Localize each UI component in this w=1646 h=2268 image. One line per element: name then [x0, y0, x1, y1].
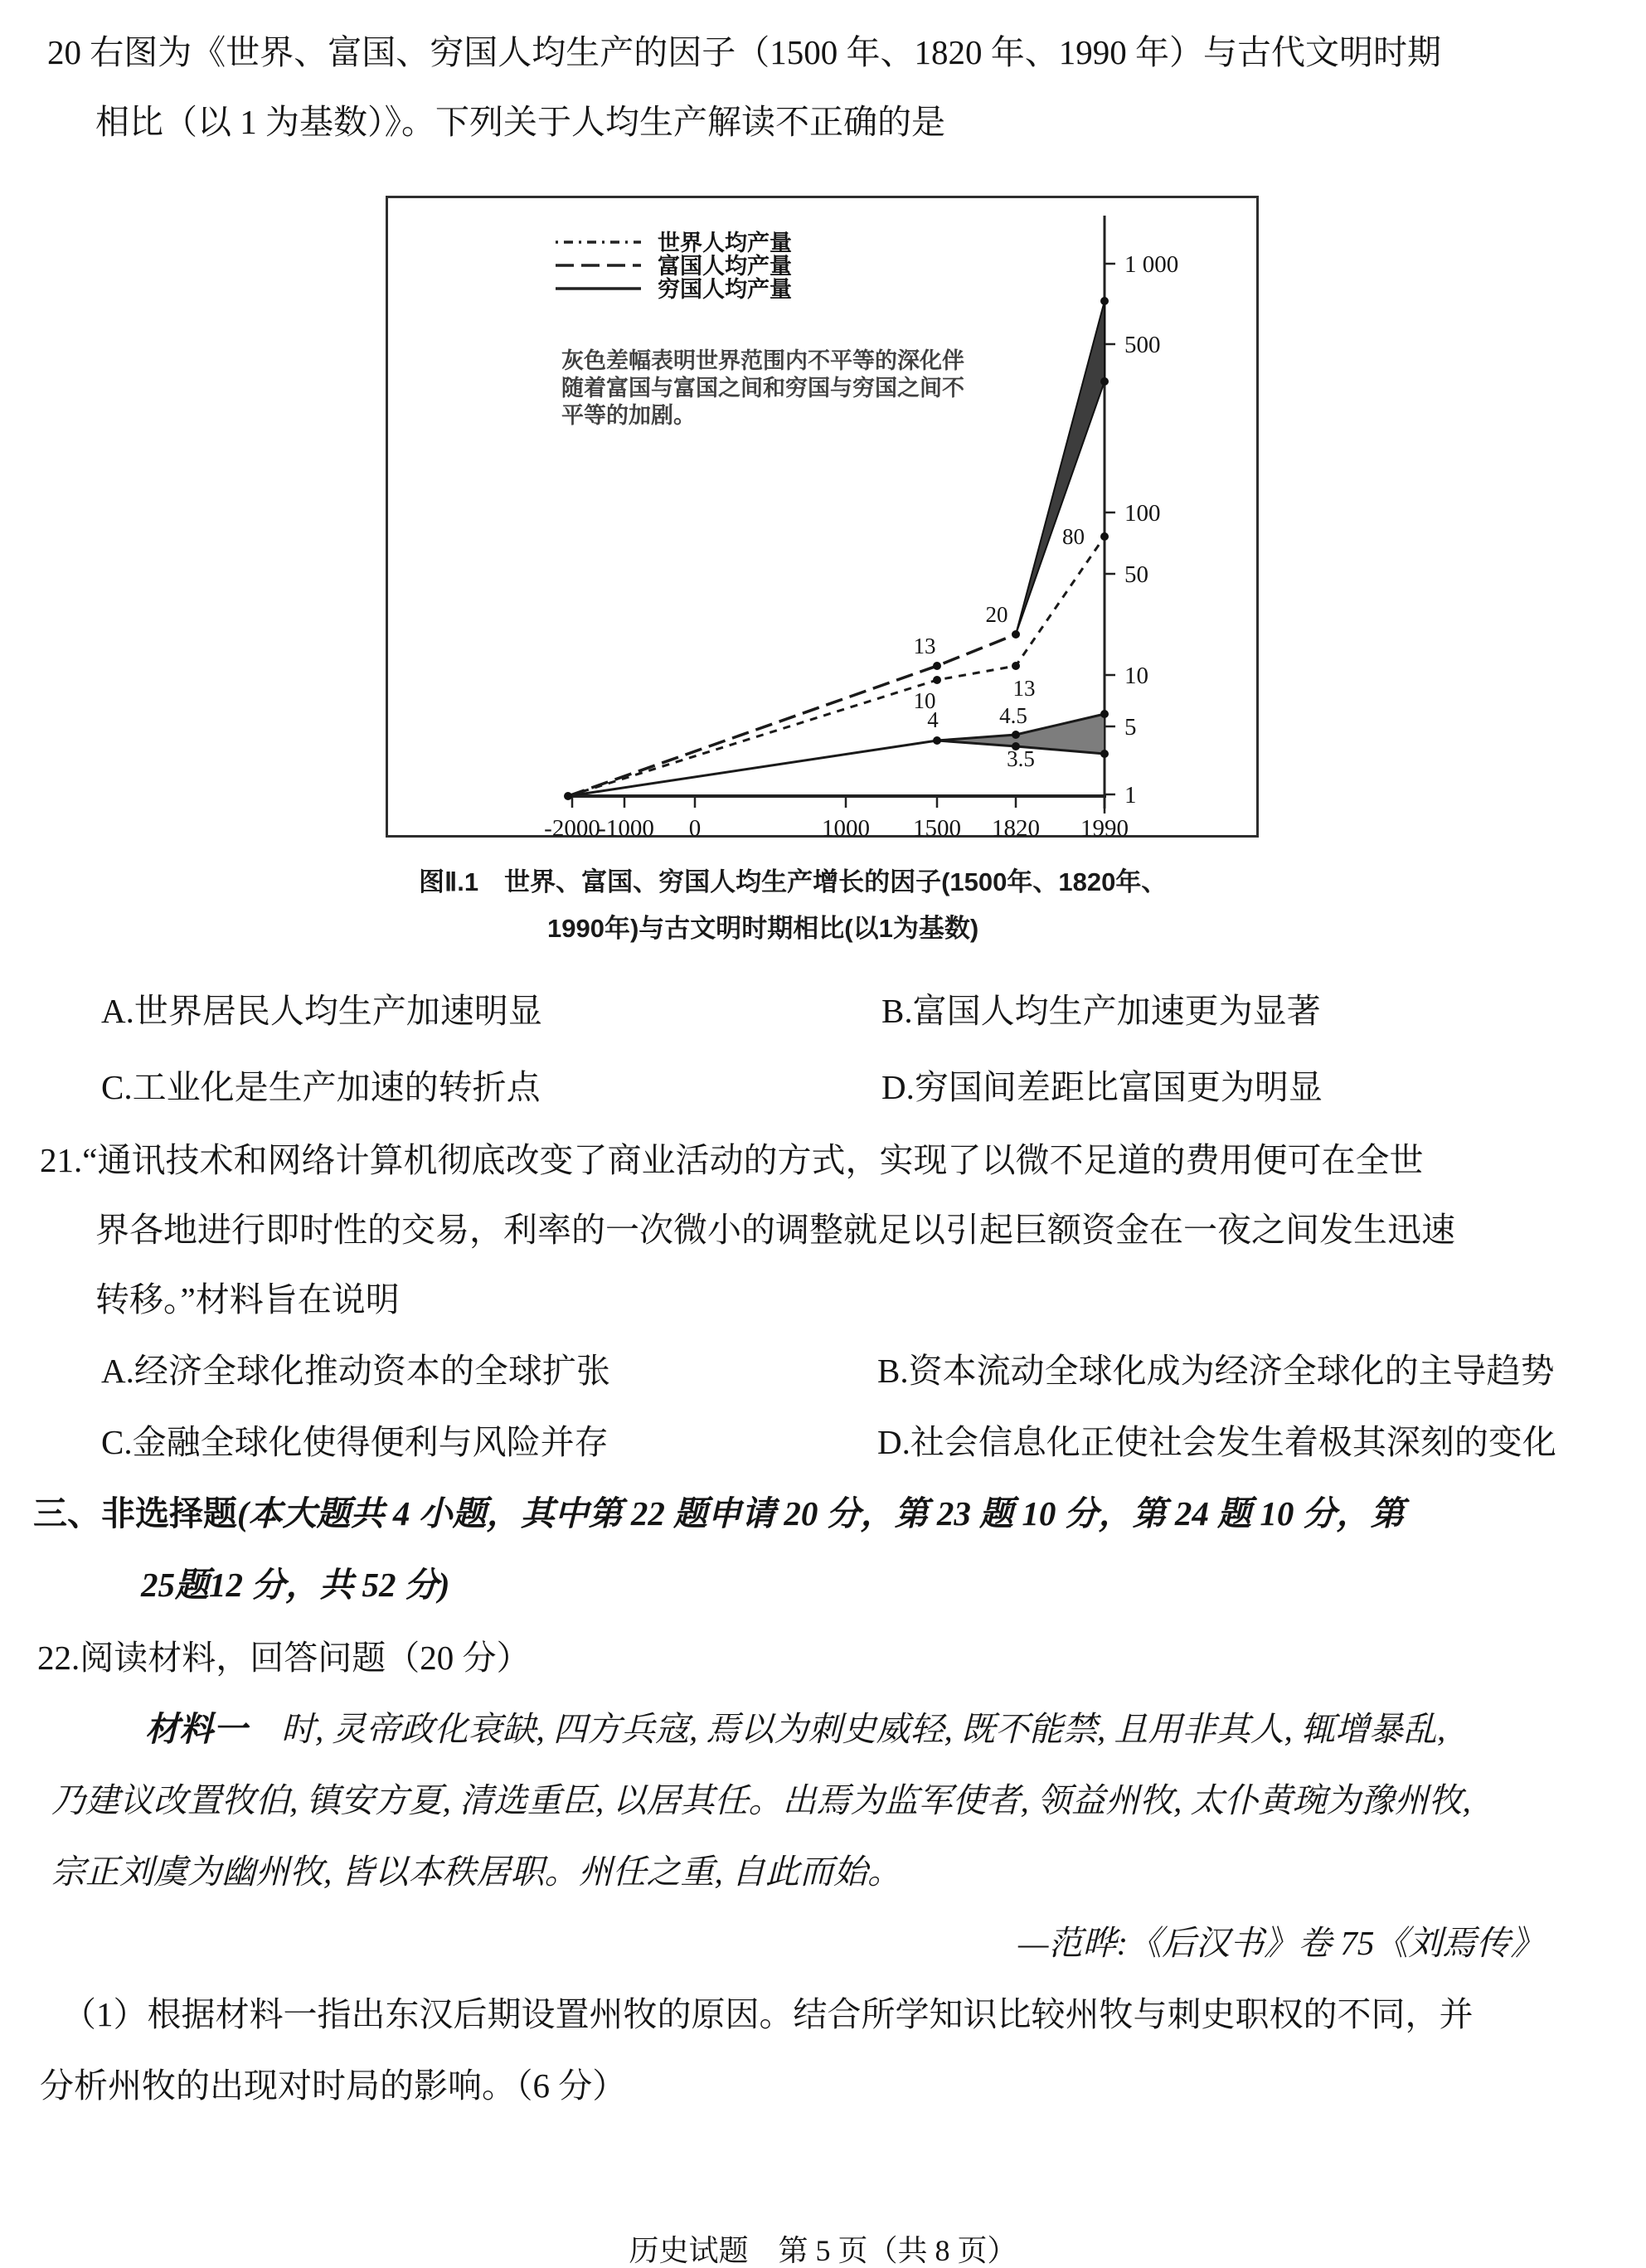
- q21-option-b: B.资本流动全球化成为经济全球化的主导趋势: [877, 1352, 1555, 1390]
- legend-label-world: 世界人均产量: [658, 231, 792, 255]
- legend-label-rich: 富国人均产量: [658, 254, 792, 279]
- svg-text:1 000: 1 000: [1124, 251, 1179, 278]
- svg-text:4: 4: [927, 707, 939, 732]
- q21-option-c: C.金融全球化使得便利与风险并存: [101, 1423, 609, 1461]
- figure-caption-line2: 1990年)与古文明时期相比(以1为基数): [547, 914, 979, 943]
- q20-stem-line1: 20 右图为《世界、富国、穷国人均生产的因子（1500 年、1820 年、1990 年）与古代文明时期: [47, 33, 1441, 71]
- svg-text:500: 500: [1124, 332, 1161, 358]
- svg-text:100: 100: [1124, 500, 1161, 527]
- material1-text1: 时, 灵帝政化衰缺, 四方兵寇, 焉以为刺史威轻, 既不能禁, 且用非其人, 辄增暴乱,: [281, 1710, 1446, 1748]
- svg-text:1000: 1000: [822, 815, 870, 838]
- figure-2-1-chart: [386, 196, 1259, 838]
- figure-caption-line1: 图Ⅱ.1 世界、富国、穷国人均生产增长的因子(1500年、1820年、: [419, 867, 1168, 896]
- q21-stem-line1: 21.“通讯技术和网络计算机彻底改变了商业活动的方式，实现了以微不足道的费用便可在全世: [40, 1141, 1424, 1179]
- q22-material1-line1: [145, 1710, 1445, 1749]
- svg-text:1990: 1990: [1080, 815, 1129, 838]
- q20-option-b: B.富国人均生产加速更为显著: [881, 992, 1321, 1030]
- svg-text:50: 50: [1124, 561, 1148, 588]
- q22-intro: 22.阅读材料，回答问题（20 分）: [37, 1639, 531, 1677]
- svg-text:13: 13: [1012, 676, 1036, 701]
- svg-text:1500: 1500: [913, 815, 961, 838]
- chart-note-line3: 平等的加剧。: [561, 403, 696, 428]
- svg-text:4.5: 4.5: [999, 703, 1027, 728]
- q20-stem-line2: 相比（以 1 为基数）》。下列关于人均生产解读不正确的是: [95, 103, 945, 141]
- q20-option-a: A.世界居民人均生产加速明显: [101, 992, 542, 1030]
- q21-stem-line3: 转移。”材料旨在说明: [95, 1280, 400, 1319]
- svg-text:80: 80: [1062, 524, 1085, 549]
- section3-heading-line2: 25题12 分，共 52 分): [141, 1566, 450, 1604]
- svg-text:13: 13: [913, 634, 936, 658]
- section3-title: 三、非选择题: [33, 1494, 237, 1532]
- section3-note: (本大题共 4 小题，其中第 22 题申请 20 分，第 23 题 10 分，第 24 题 10 分，第: [237, 1494, 1405, 1532]
- legend-label-poor: 穷国人均产量: [658, 277, 792, 302]
- q22-sub1-line2: 分析州牧的出现对时局的影响。（6 分）: [40, 2066, 627, 2105]
- q20-option-c: C.工业化是生产加速的转折点: [101, 1068, 541, 1106]
- svg-text:5: 5: [1124, 714, 1137, 741]
- section3-heading-line1: [33, 1494, 1405, 1533]
- svg-text:0: 0: [688, 815, 702, 838]
- svg-text:10: 10: [1124, 663, 1148, 689]
- svg-text:-1000: -1000: [598, 815, 654, 838]
- svg-text:1820: 1820: [992, 815, 1040, 838]
- svg-text:1: 1: [1124, 782, 1137, 809]
- svg-text:20: 20: [985, 602, 1008, 627]
- chart-note-line1: 灰色差幅表明世界范围内不平等的深化伴: [561, 348, 964, 373]
- q20-option-d: D.穷国间差距比富国更为明显: [881, 1068, 1323, 1106]
- q21-option-a: A.经济全球化推动资本的全球扩张: [101, 1352, 610, 1390]
- material1-label: 材料一: [145, 1710, 247, 1748]
- q22-sub1-line1: （1）根据材料一指出东汉后期设置州牧的原因。结合所学知识比较州牧与刺史职权的不同，并: [62, 1995, 1474, 2033]
- chart-note-line2: 随着富国与富国之间和穷国与穷国之间不: [561, 376, 964, 401]
- q22-material1-line3: 宗正刘虞为幽州牧, 皆以本秩居职。州任之重, 自此而始。: [51, 1853, 901, 1891]
- svg-text:3.5: 3.5: [1007, 746, 1035, 771]
- svg-text:10: 10: [913, 688, 936, 713]
- material1-source: —范晔:《后汉书》卷 75《刘焉传》: [1018, 1924, 1545, 1962]
- svg-text:-2000: -2000: [544, 815, 600, 838]
- q22-material1-line2: 乃建议改置牧伯, 镇安方夏, 清选重臣, 以居其任。出焉为监军使者, 领益州牧, 太仆黄琬为豫州牧,: [51, 1781, 1471, 1819]
- q21-option-d: D.社会信息化正使社会发生着极其深刻的变化: [877, 1423, 1556, 1461]
- page-footer: 历史试题 第 5 页（共 8 页）: [629, 2234, 1017, 2267]
- q21-stem-line2: 界各地进行即时性的交易，利率的一次微小的调整就足以引起巨额资金在一夜之间发生迅速: [95, 1211, 1455, 1249]
